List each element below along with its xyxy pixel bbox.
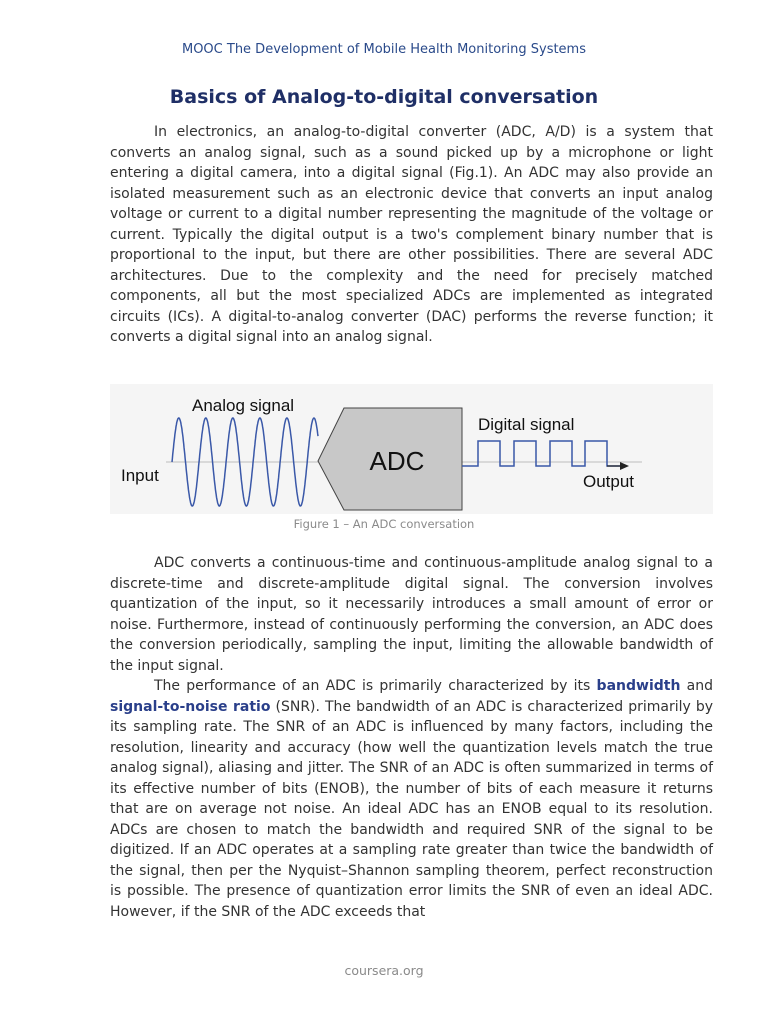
output-arrowhead — [620, 462, 629, 470]
adc-figure — [110, 384, 713, 514]
conversion-paragraph — [110, 553, 713, 676]
analog-signal-label: Analog signal — [192, 396, 295, 415]
conversion-paragraph-text: ADC converts a continuous-time and continuous-amplitude analog signal to a discrete-time and discrete-amplitude digital signal. The conversion involves quantization of the input, so it necessarily introduces a small amount of error or noise. Furthermore, instead of continuously performing the conversion, an ADC does the conversion periodically, sampling the input, limiting the allowable bandwidth of the input signal. — [110, 555, 713, 674]
figure-caption: Figure 1 – An ADC conversation — [293, 517, 475, 531]
adc-label: ADC — [369, 446, 425, 476]
snr-term: signal-to-noise ratio — [110, 698, 271, 715]
intro-paragraph — [110, 122, 713, 348]
digital-signal-label: Digital signal — [478, 415, 575, 434]
footer-site: coursera.org — [344, 963, 424, 978]
input-label: Input — [121, 466, 159, 485]
performance-text-c: (SNR). The bandwidth of an ADC is characterized primarily by its sampling rate. The SNR of an ADC is influenced by many factors, including the resolution, linearity and accuracy (how well the quantization levels match the true analog signal), aliasing and jitter. The SNR of an ADC is often summarized in terms of its effective number of bits (ENOB), the number of bits of each measure it returns that are on average not noise. An ideal ADC has an ENOB equal to its resolution. ADCs are chosen to match the bandwidth and required SNR of the signal to be digitized. If an ADC operates at a sampling rate greater than twice the bandwidth of the signal, then per the Nyquist–Shannon sampling theorem, perfect reconstruction is possible. The presence of quantization error limits the SNR of even an ideal ADC. However, if the SNR of the ADC exceeds that — [110, 698, 713, 920]
page-title: Basics of Analog-to-digital conversation — [169, 86, 599, 108]
output-label: Output — [583, 472, 635, 491]
performance-text-a: The performance of an ADC is primarily characterized by its — [154, 678, 597, 694]
bandwidth-term: bandwidth — [596, 678, 681, 694]
intro-paragraph-text: In electronics, an analog-to-digital converter (ADC, A/D) is a system that converts an analog signal, such as a sound picked up by a microphone or light entering a digital camera, into a digital signal (Fig.1). An ADC may also provide an isolated measurement such as an electronic device that converts an input analog voltage or current to a digital number representing the magnitude of the voltage or current. Typically the digital output is a two's complement binary number that is proportional to the input, but there are other possibilities. There are several ADC architectures. Due to the complexity and the need for precisely matched components, all but the most specialized ADCs are implemented as integrated circuits (ICs). A digital-to-analog converter (DAC) performs the reverse function; it converts a digital signal into an analog signal. — [110, 124, 713, 345]
performance-text-b: and — [680, 678, 713, 694]
performance-paragraph — [110, 676, 713, 922]
course-header: MOOC The Development of Mobile Health Monitoring Systems — [181, 42, 586, 57]
